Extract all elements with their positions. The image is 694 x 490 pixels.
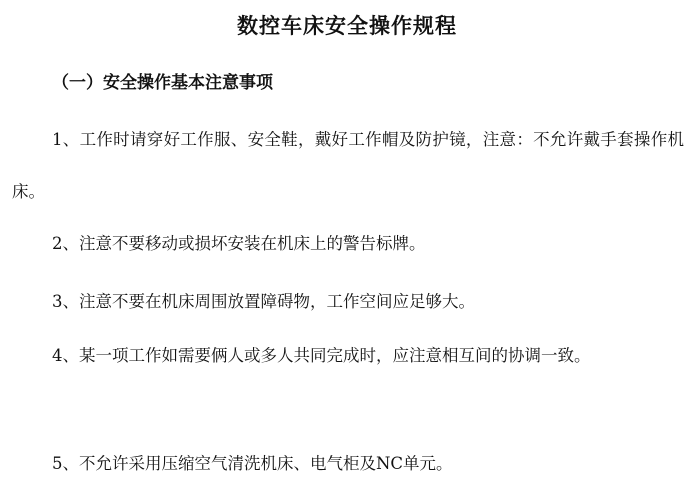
paragraph-5: 5、不允许采用压缩空气清洗机床、电气柜及NC单元。 (52, 454, 453, 473)
paragraph-2: 2、注意不要移动或损坏安装在机床上的警告标牌。 (52, 234, 426, 253)
paragraph-1: 1、工作时请穿好工作服、安全鞋，戴好工作帽及防护镜，注意：不允许戴手套操作机床。 (12, 130, 684, 201)
page-title: 数控车床安全操作规程 (237, 14, 457, 38)
paragraph-4: 4、某一项工作如需要俩人或多人共同完成时，应注意相互间的协调一致。 (52, 346, 591, 365)
paragraph-3: 3、注意不要在机床周围放置障碍物，工作空间应足够大。 (52, 292, 475, 311)
section-heading: （一）安全操作基本注意事项 (52, 73, 273, 93)
